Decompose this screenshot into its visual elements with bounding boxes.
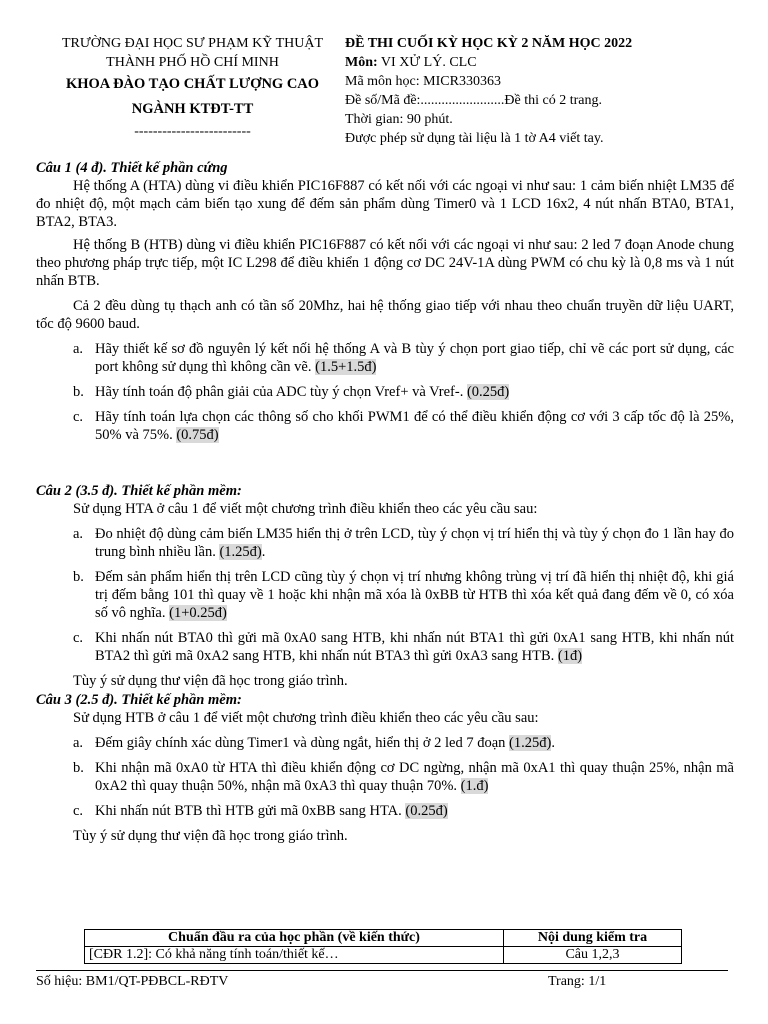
score-badge: (1.đ)	[460, 778, 489, 794]
table-header-row	[85, 930, 682, 947]
table-row	[85, 947, 682, 964]
header-separator: -------------------------	[134, 124, 251, 139]
score-badge: (0.25đ)	[405, 803, 448, 819]
question-1-paragraph-1: Hệ thống A (HTA) dùng vi điều khiển PIC16F887 có kết nối với các ngoại vi như sau: 1 cảm biến nhiệt LM35 để đo nhiệt độ, một mạch cảm biến tạo xung để đếm sản phẩm dùng Timer0 và 1 LCD 16x2, 4 nút nhấn BTA0, BTA1, BTA2, BTA3.	[36, 178, 734, 230]
header-school-block	[50, 34, 335, 141]
item-text: Hãy thiết kế sơ đồ nguyên lý kết nối hệ thống A và B tùy ý chọn port giao tiếp, chỉ vẽ các port sử dụng, các port không sử dụng thì không cần vẽ.	[95, 341, 734, 375]
exam-title: ĐỀ THI CUỐI KỲ HỌC KỲ 2 NĂM HỌC 2022	[345, 36, 633, 51]
question-2-outro: Tùy ý sử dụng thư viện đã học trong giáo trình.	[73, 673, 348, 689]
item-text: Hãy tính toán lựa chọn các thông số cho khối PWM1 để có thể điều khiển động cơ với 3 cấp tốc độ là 25%, 50% và 75%.	[95, 409, 734, 443]
table-header-outcome: Chuẩn đầu ra của học phần (về kiến thức)	[85, 930, 504, 947]
item-text: Hãy tính toán độ phân giải của ADC tùy ý chọn Vref+ và Vref-.	[95, 384, 467, 400]
item-label: c.	[73, 803, 84, 819]
score-badge: (0.75đ)	[176, 427, 219, 443]
item-text: Khi nhấn nút BTB thì HTB gửi mã 0xBB sang HTA.	[95, 803, 406, 819]
question-2-intro: Sử dụng HTA ở câu 1 để viết một chương trình điều khiển theo các yêu cầu sau:	[73, 501, 538, 517]
faculty-name: KHOA ĐÀO TẠO CHẤT LƯỢNG CAO	[65, 76, 320, 92]
item-label: a.	[73, 341, 84, 357]
question-2-title: Câu 2 (3.5 đ). Thiết kế phần mềm:	[36, 483, 242, 499]
score-badge: (1+0.25đ)	[169, 605, 227, 621]
item-text: Đếm giây chính xác dùng Timer1 và dùng ngắt, hiển thị ở 2 led 7 đoạn	[95, 735, 510, 751]
question-1-paragraph-3: Cả 2 đều dùng tụ thạch anh có tần số 20Mhz, hai hệ thống giao tiếp với nhau theo chuẩn truyền dữ liệu UART, tốc độ 9600 baud.	[36, 298, 734, 332]
score-badge: (1đ)	[557, 648, 583, 664]
question-1-item-c	[36, 408, 734, 444]
question-1-item-a	[36, 340, 734, 376]
header-exam-block	[345, 34, 745, 148]
footer-divider	[36, 970, 728, 971]
item-trailing: .	[261, 544, 266, 560]
question-3-outro: Tùy ý sử dụng thư viện đã học trong giáo trình.	[73, 828, 348, 844]
item-text: Khi nhận mã 0xA0 từ HTA thì điều khiển động cơ DC ngừng, nhận mã 0xA1 thì quay thuận 25%, nhận mã 0xA2 thì quay thuận 50%, nhận mã 0xA3 thì quay thuận 70%.	[95, 760, 734, 794]
exam-duration: Thời gian: 90 phút.	[345, 112, 453, 127]
question-3-item-c	[36, 802, 734, 820]
major-name: NGÀNH KTĐT-TT	[131, 101, 254, 117]
exam-code: Đề số/Mã đề:........................Đề thi có 2 trang.	[345, 93, 603, 108]
question-1-paragraph-2: Hệ thống B (HTB) dùng vi điều khiển PIC16F887 có kết nối với các ngoại vi như sau: 2 led 7 đoạn Anode chung theo phương pháp trực tiếp, một IC L298 để điều khiển 1 động cơ DC 24V-1A dùng PWM có chu kỳ là 0,8 ms và 1 nút nhấn BTB.	[36, 237, 734, 289]
footer-doc-code: Số hiệu: BM1/QT-PĐBCL-RĐTV	[36, 974, 229, 989]
question-1-title: Câu 1 (4 đ). Thiết kế phần cứng	[36, 160, 228, 176]
question-2-item-c	[36, 629, 734, 665]
question-1-item-b	[36, 383, 734, 401]
item-text: Đo nhiệt độ dùng cảm biến LM35 hiển thị ở trên LCD, tùy ý chọn vị trí hiển thị và tùy ý chọn đo 1 lần hay đo trung bình nhiều lần.	[95, 526, 734, 560]
item-label: a.	[73, 735, 84, 751]
table-cell-outcome: [CĐR 1.2]: Có khả năng tính toán/thiết kế…	[85, 947, 504, 964]
school-name-line2: THÀNH PHỐ HỒ CHÍ MINH	[106, 55, 279, 70]
exam-content	[36, 159, 734, 852]
item-label: a.	[73, 526, 84, 542]
item-text: Đếm sản phẩm hiển thị trên LCD cũng tùy ý chọn vị trí nhưng không trùng vị trí đã hiển thị nhiệt độ, khi giá trị đếm bằng 101 thì quay về 1 hoặc khi nhận mã xóa là 0xBB từ HTB thì xóa kết quả đang đếm về 0, có xóa số vô nghĩa.	[95, 569, 734, 621]
table-header-content: Nội dung kiểm tra	[504, 930, 682, 947]
score-badge: (0.25đ)	[466, 384, 510, 400]
item-trailing: .	[551, 735, 555, 751]
score-badge: (1.5+1.5đ)	[315, 359, 377, 375]
question-2-item-a	[36, 525, 734, 561]
item-label: c.	[73, 409, 84, 425]
question-3-item-b	[36, 759, 734, 795]
question-2-item-b	[36, 568, 734, 622]
footer-page-number: Trang: 1/1	[548, 974, 607, 989]
subject-line	[345, 53, 745, 72]
course-code: Mã môn học: MICR330363	[345, 74, 501, 89]
subject-name: VI XỬ LÝ. CLC	[377, 55, 477, 70]
score-badge: (1.25đ)	[219, 544, 262, 560]
question-3-item-a	[36, 734, 734, 752]
item-label: b.	[73, 760, 84, 776]
spacer	[36, 451, 734, 482]
item-label: b.	[73, 384, 84, 400]
question-3-intro: Sử dụng HTB ở câu 1 để viết một chương trình điều khiển theo các yêu cầu sau:	[73, 710, 539, 726]
allowed-materials: Được phép sử dụng tài liệu là 1 tờ A4 viết tay.	[345, 131, 604, 146]
score-badge: (1.25đ)	[509, 735, 552, 751]
learning-outcomes-table	[84, 929, 682, 964]
school-name-line1: TRƯỜNG ĐẠI HỌC SƯ PHẠM KỸ THUẬT	[61, 36, 324, 51]
item-label: c.	[73, 630, 84, 646]
item-text: Khi nhấn nút BTA0 thì gửi mã 0xA0 sang HTB, khi nhấn nút BTA1 thì gửi 0xA1 sang HTB, khi nhấn nút BTA2 thì gửi mã 0xA2 sang HTB, khi nhấn nút BTA3 thì gửi 0xA3 sang HTB.	[95, 630, 734, 664]
question-3-title: Câu 3 (2.5 đ). Thiết kế phần mềm:	[36, 692, 242, 708]
item-label: b.	[73, 569, 84, 585]
subject-label: Môn:	[345, 55, 378, 70]
table-cell-content: Câu 1,2,3	[504, 947, 682, 964]
